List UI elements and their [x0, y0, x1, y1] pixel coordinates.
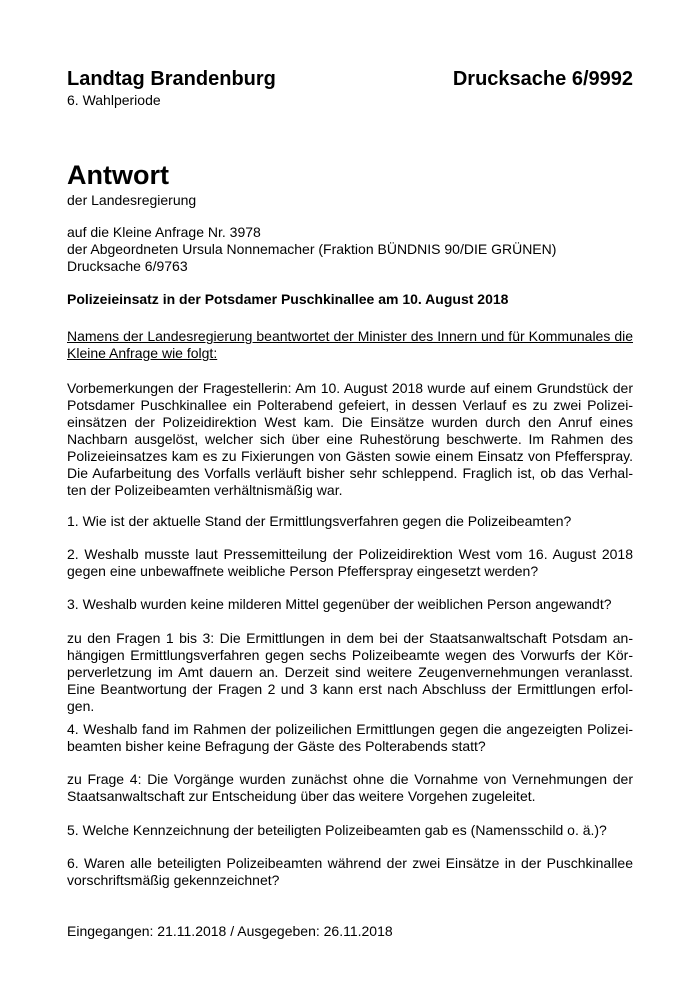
- anfrage-line: auf die Kleine Anfrage Nr. 3978: [67, 224, 261, 240]
- intro-paragraph: Namens der Landesregierung beantwortet der Minister des Innern und für Kommunales die Kleine Anfrage wie folgt:: [67, 328, 633, 361]
- question-6: 6. Waren alle beteiligten Polizeibeamten während der zwei Einsätze in der Puschkinallee vorschriftsmäßig gekennzeichnet?: [67, 855, 633, 888]
- document-page: [67, 0, 633, 990]
- document-header: [67, 68, 633, 92]
- answer-1-3: zu den Fragen 1 bis 3: Die Ermittlungen in dem bei der Staatsanwaltschaft Potsdam anhängigen Ermittlungsverfahren gegen sechs Polizeibeamte wegen des Vorwurfs der Körperverletzung im Amt dauern an. Derzeit sind weitere Zeugenvernehmungen veranlasst. Eine Beantwortung der Fragen 2 und 3 kann erst nach Abschluss der Ermittlungen erfolgen.: [67, 630, 633, 714]
- question-2: 2. Weshalb musste laut Pressemitteilung der Polizeidirektion West vom 16. August 2018 gegen eine unbewaffnete weibliche Person Pfefferspray eingesetzt werden?: [67, 546, 633, 579]
- wahlperiode: 6. Wahlperiode: [67, 92, 161, 108]
- page-title: Antwort: [67, 160, 169, 190]
- answer-4: zu Frage 4: Die Vorgänge wurden zunächst ohne die Vornahme von Vernehmungen der Staatsanwaltschaft zur Entscheidung über das weitere Vorgehen zugeleitet.: [67, 771, 633, 804]
- footer-dates: Eingegangen: 21.11.2018 / Ausgegeben: 26.11.2018: [67, 923, 393, 939]
- abgeordnete-line: der Abgeordneten Ursula Nonnemacher (Fraktion BÜNDNIS 90/DIE GRÜNEN): [67, 241, 557, 257]
- question-3: 3. Weshalb wurden keine milderen Mittel gegenüber der weiblichen Person angewandt?: [67, 596, 612, 612]
- topic-heading: Polizeieinsatz in der Potsdamer Puschkinallee am 10. August 2018: [67, 291, 509, 307]
- question-5: 5. Welche Kennzeichnung der beteiligten Polizeibeamten gab es (Namensschild o. ä.)?: [67, 822, 607, 838]
- question-1: 1. Wie ist der aktuelle Stand der Ermittlungsverfahren gegen die Polizeibeamten?: [67, 513, 572, 529]
- question-4: 4. Weshalb fand im Rahmen der polizeilichen Ermittlungen gegen die angezeigten Polizeibeamten bisher keine Befragung der Gäste des Polterabends statt?: [67, 721, 633, 754]
- reference-drucksache: Drucksache 6/9763: [67, 258, 188, 274]
- page-subtitle: der Landesregierung: [67, 192, 197, 208]
- preliminary-remarks: Vorbemerkungen der Fragestellerin: Am 10. August 2018 wurde auf einem Grundstück der Potsdamer Puschkinallee ein Polterabend gefeiert, in dessen Verlauf es zu zwei Polizeieinsätzen der Polizeidirektion West kam. Die Einsätze wurden durch den Anruf eines Nachbarn ausgelöst, welcher sich über eine Ruhestörung beschwerte. Im Rahmen des Polizeieinsatzes kam es zu Fixierungen von Gästen sowie einem Einsatz von Pfefferspray. Die Aufarbeitung des Vorfalls verläuft bisher sehr schleppend. Fraglich ist, ob das Verhalten der Polizeibeamten verhältnismäßig war.: [67, 380, 633, 498]
- anfrage-reference: [67, 224, 633, 275]
- drucksache-number: Drucksache 6/9992: [452, 68, 633, 90]
- parliament-name: Landtag Brandenburg: [67, 68, 276, 90]
